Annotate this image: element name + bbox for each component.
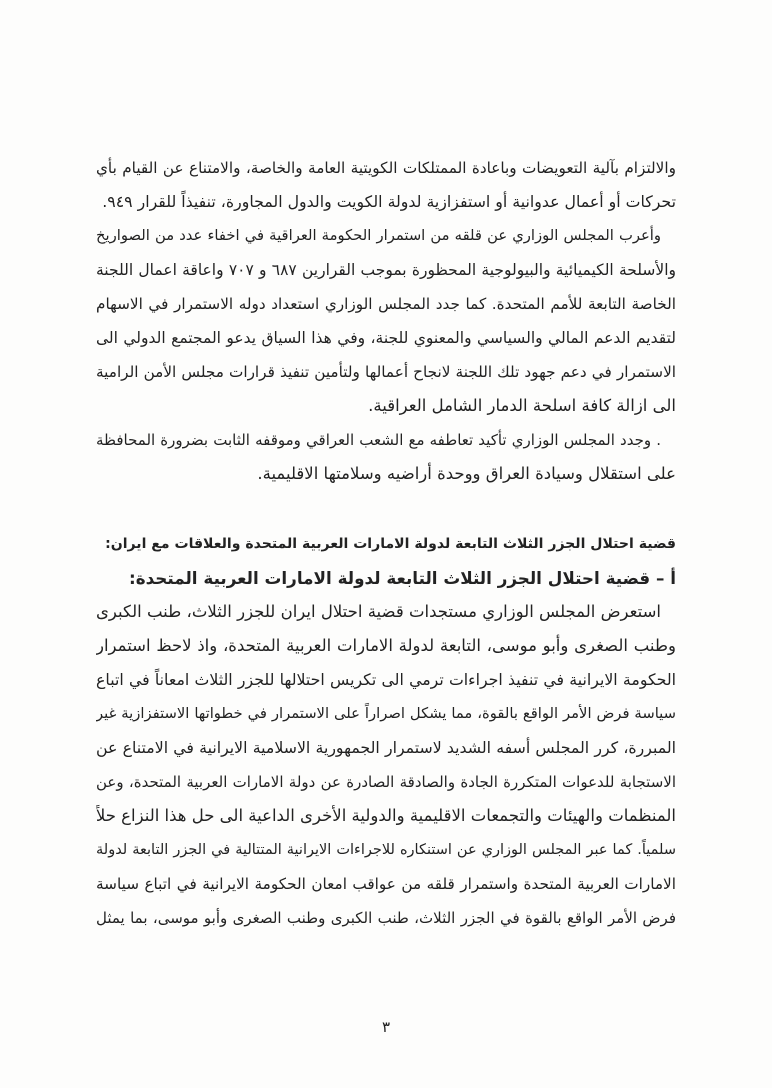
section-spacer bbox=[96, 491, 676, 527]
text-line: الخاصة التابعة للأمم المتحدة. كما جدد المجلس الوزاري استعداد دوله الاستمرار في الاسهام bbox=[96, 295, 676, 313]
body-paragraph bbox=[96, 423, 676, 491]
text-line: والالتزام بآلية التعويضات وباعادة الممتلكات الكويتية العامة والخاصة، والامتناع عن القيام بأي bbox=[96, 159, 676, 177]
text-line: الحكومة الايرانية في تنفيذ اجراءات ترمي الى تكريس احتلالها للجزر الثلاث امعاناً في اتباع bbox=[96, 670, 676, 689]
text-line: الاستمرار في دعم جهود تلك اللجنة لانجاح أعمالها ولتأمين تنفيذ قرارات مجلس الأمن الرامية bbox=[96, 363, 676, 381]
text-line: المنظمات والهيئات والتجمعات الاقليمية والدولية الأخرى الداعية الى حل هذا النزاع حلاً bbox=[96, 806, 676, 825]
text-line: لتقديم الدعم المالي والسياسي والمعنوي للجنة، وفي هذا السياق يدعو المجتمع الدولي الى bbox=[96, 329, 676, 347]
body-paragraph bbox=[96, 219, 676, 423]
text-line: استعرض المجلس الوزاري مستجدات قضية احتلال ايران للجزر الثلاث، طنب الكبرى bbox=[96, 602, 661, 621]
text-line: على استقلال وسيادة العراق ووحدة أراضيه وسلامتها الاقليمية. bbox=[257, 464, 676, 483]
heading-line: أ – قضية احتلال الجزر الثلاث التابعة لدولة الامارات العربية المتحدة: bbox=[129, 568, 676, 588]
text-line: الاستجابة للدعوات المتكررة الجادة والصادقة الصادرة عن دولة الامارات العربية المتحدة، وعن bbox=[96, 773, 676, 791]
text-line: سياسة فرض الأمر الواقع بالقوة، مما يشكل اصراراً على الاستمرار في خطواتها الاستفزازية غير bbox=[96, 705, 676, 722]
text-line: والأسلحة الكيميائية والبيولوجية المحظورة بموجب القرارين ٦٨٧ و ٧٠٧ واعاقة اعمال اللجنة bbox=[96, 261, 676, 279]
text-line: الى ازالة كافة اسلحة الدمار الشامل العراقية. bbox=[368, 396, 676, 415]
text-line: وأعرب المجلس الوزاري عن قلقه من استمرار الحكومة العراقية في اخفاء عدد من الصواريخ bbox=[96, 227, 661, 244]
page-number: ٣ bbox=[381, 1018, 391, 1036]
body-paragraph bbox=[96, 595, 676, 935]
text-line: فرض الأمر الواقع بالقوة في الجزر الثلاث، طنب الكبرى وطنب الصغرى وأبو موسى، بما يمثل bbox=[96, 909, 676, 927]
heading-line: قضية احتلال الجزر الثلاث التابعة لدولة الامارات العربية المتحدة والعلاقات مع ايران: bbox=[105, 536, 676, 552]
document-text-block bbox=[96, 151, 676, 935]
body-paragraph bbox=[96, 151, 676, 219]
text-line: وطنب الصغرى وأبو موسى، التابعة لدولة الامارات العربية المتحدة، واذ لاحظ استمرار bbox=[96, 636, 676, 655]
text-line: الامارات العربية المتحدة واستمرار قلقه من عواقب امعان الحكومة الايرانية في اتباع سياسة bbox=[96, 875, 676, 893]
section-heading bbox=[96, 527, 676, 595]
text-line: تحركات أو أعمال عدوانية أو استفزازية لدولة الكويت والدول المجاورة، تنفيذاً للقرار ٩٤٩. bbox=[102, 192, 676, 211]
text-line: المبررة، كرر المجلس أسفه الشديد لاستمرار الجمهورية الاسلامية الايرانية في الامتناع عن bbox=[96, 738, 676, 757]
text-line: سلمياً. كما عبر المجلس الوزاري عن استنكاره للاجراءات الايرانية المتتالية في الجزر التابعة لدولة bbox=[96, 842, 676, 858]
text-line: . وجدد المجلس الوزاري تأكيد تعاطفه مع الشعب العراقي وموقفه الثابت بضرورة المحافظة bbox=[96, 431, 661, 449]
